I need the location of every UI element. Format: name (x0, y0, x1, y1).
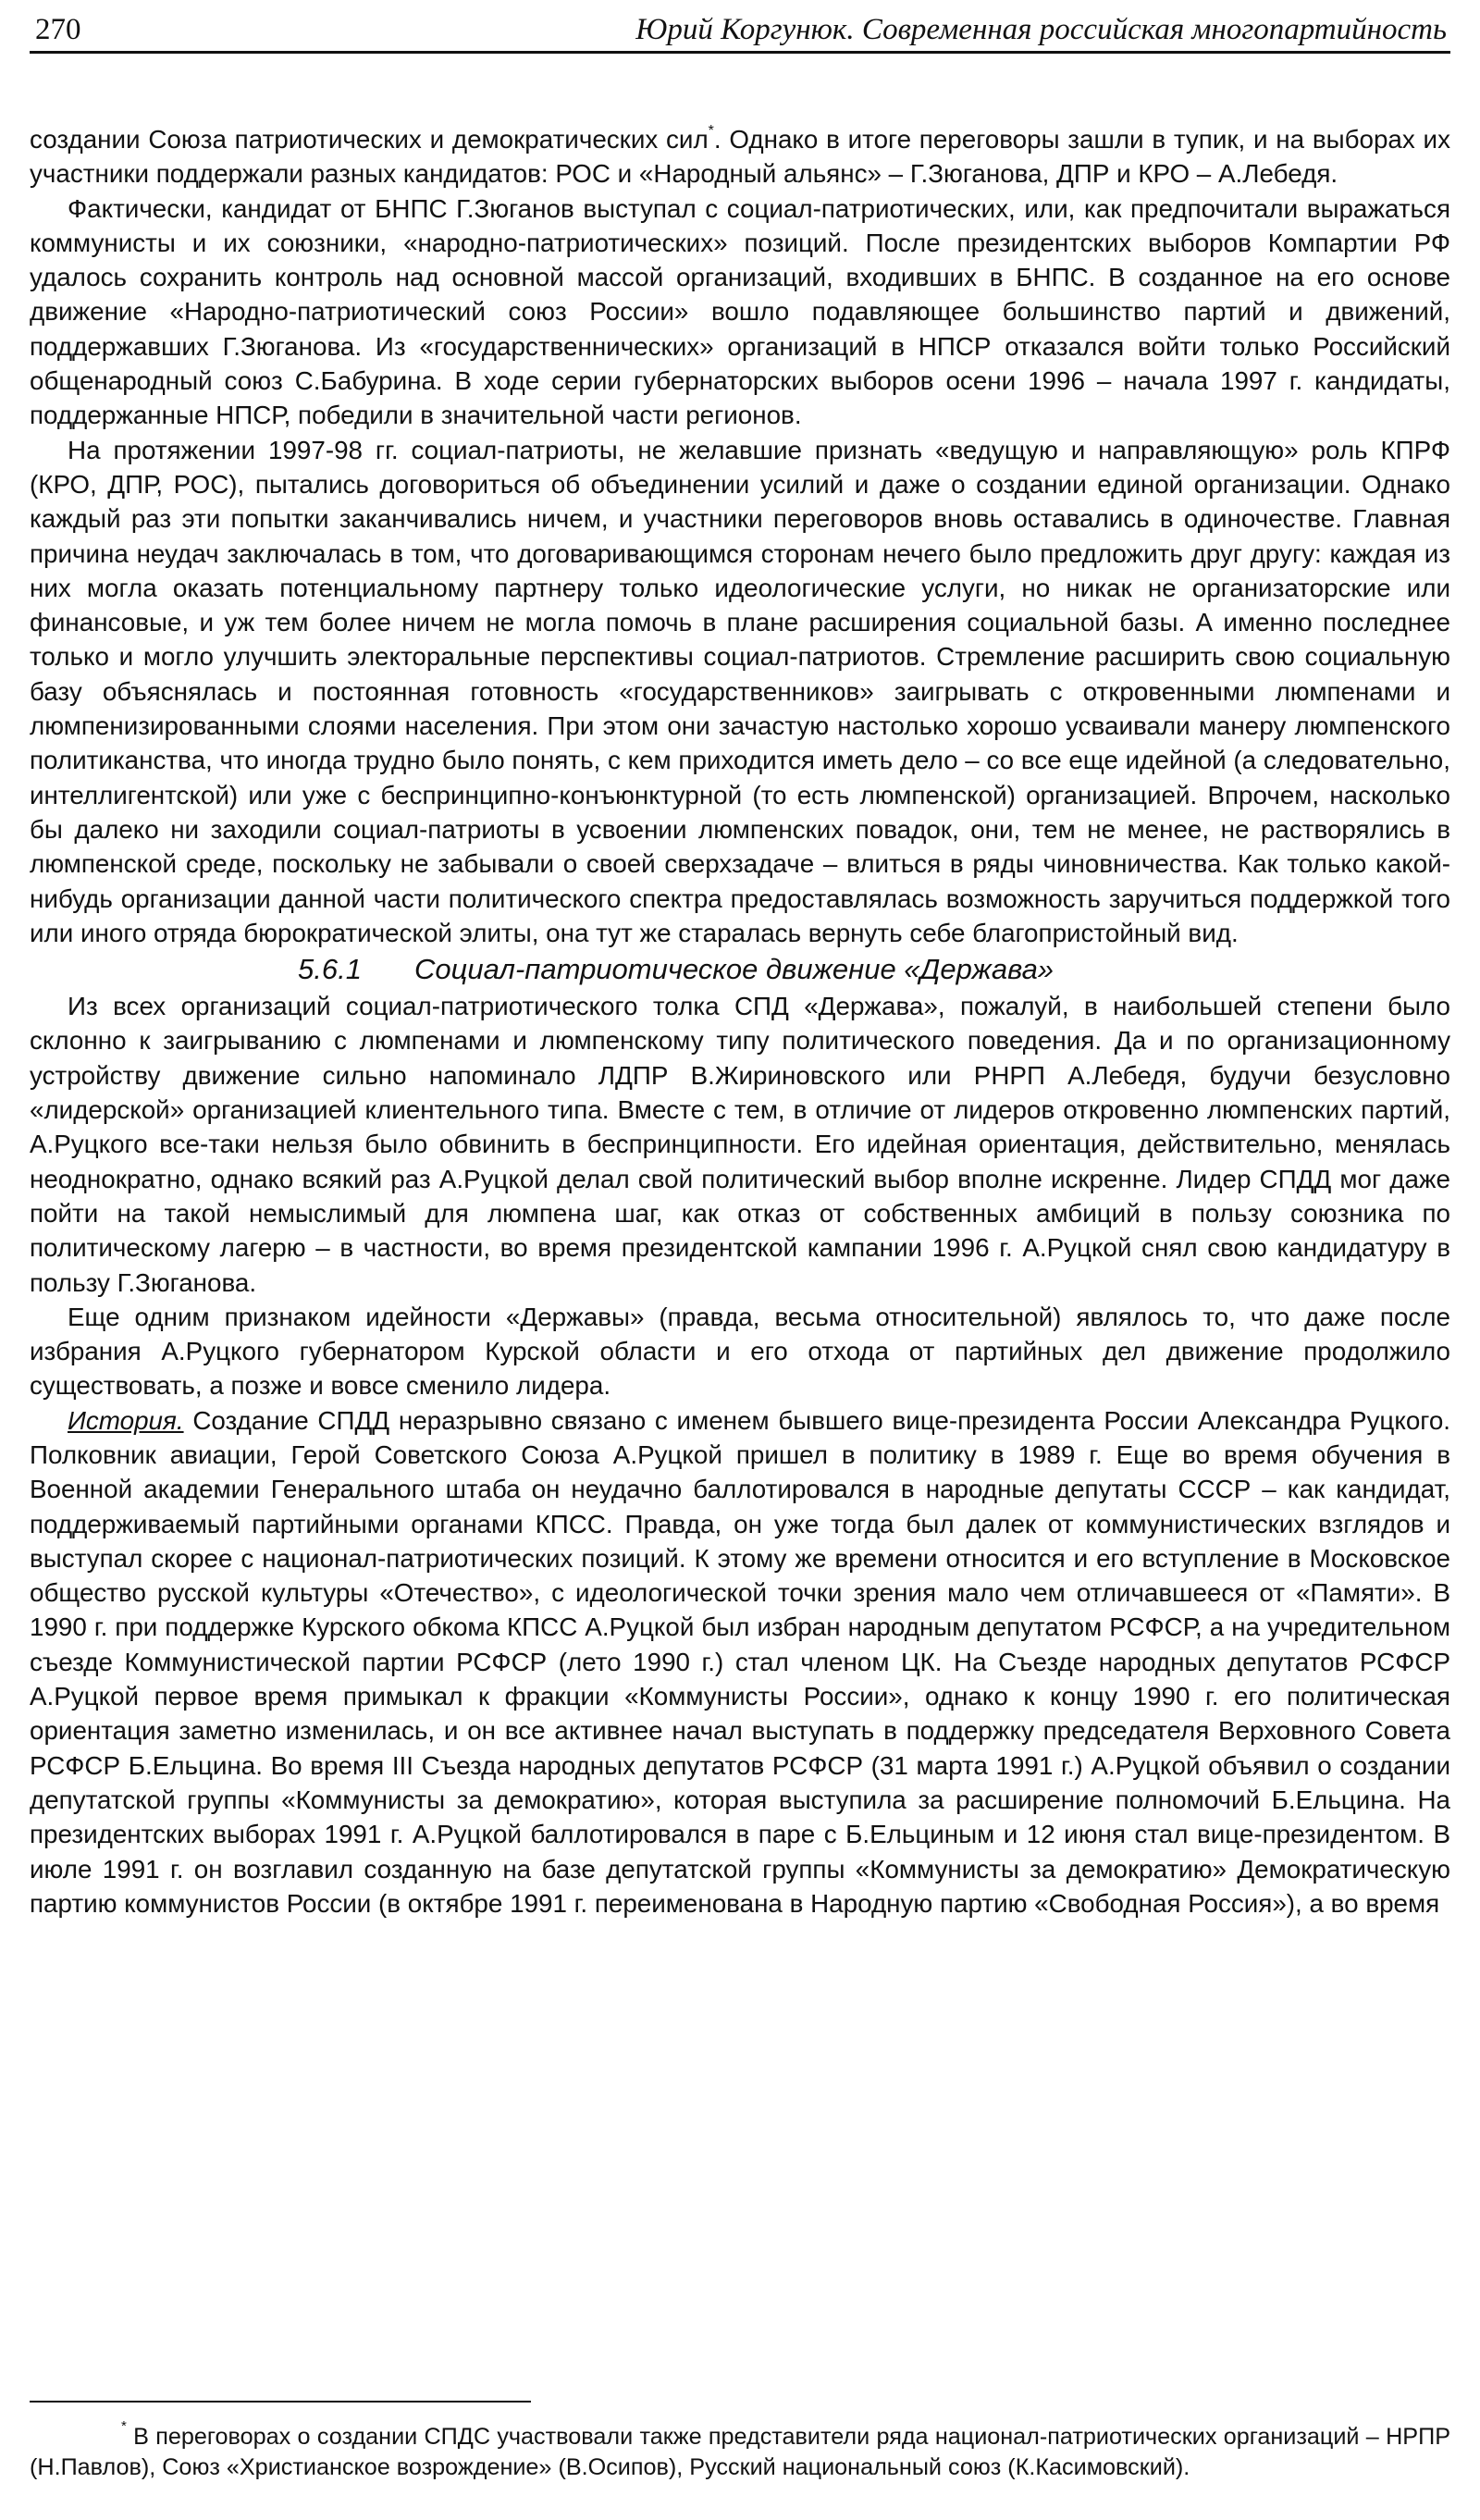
history-lead: История. (68, 1405, 184, 1435)
footnote-reference[interactable]: * (708, 122, 714, 139)
body-text (30, 122, 1450, 1921)
paragraph-text: создании Союза патриотических и демократических сил (30, 125, 709, 154)
running-title: Юрий Коргунюк. Современная российская многопартийность (635, 13, 1447, 46)
footnote-divider (30, 2401, 531, 2403)
paragraph: На протяжении 1997-98 гг. социал-патриоты, не желавшие признать «ведущую и направляющую» роль КПРФ (КРО, ДПР, РОС), пытались договориться об объединении усилий и даже о создании единой организации. Однако каждый раз эти попытки заканчивались ничем, и участники переговоров вновь оставались в одиночестве. Главная причина неудач заключалась в том, что договаривающимся сторонам нечего было предложить друг другу: каждая из них могла оказать потенциальному партнеру только идеологические услуги, но никак не организаторские или финансовые, и уж тем более ничем не могла помочь в плане расширения социальной базы. А именно последнее только и могло улучшить электоральные перспективы социал-патриотов. Стремление расширить свою социальную базу объяснялась и постоянная готовность «государственников» заигрывать с откровенными люмпенами и люмпенизированными слоями населения. При этом они зачастую настолько хорошо усваивали манеру люмпенского политиканства, что иногда трудно было понять, с кем приходится иметь дело – со все еще идейной (а следовательно, интеллигентской) или уже с беспринципно-конъюнктурной (то есть люмпенской) организацией. Впрочем, насколько бы далеко ни заходили социал-патриоты в усвоении люмпенских повадок, они, тем не менее, не растворялись в люмпенской среде, поскольку не забывали о своей сверхзадаче – влиться в ряды чиновничества. Как только какой-нибудь организации данной части политического спектра предоставлялась возможность заручиться поддержкой того или иного отряда бюрократической элиты, она тут же старалась вернуть себе благопристойный вид. (30, 435, 1450, 947)
paragraph-continued (30, 122, 1450, 191)
page-number: 270 (35, 13, 81, 46)
paragraph: Из всех организаций социал-патриотического толка СПД «Держава», пожалуй, в наибольшей степени было склонно к заигрыванию с люмпенами и люмпенскому типу политического поведения. Да и по организационному устройству движение сильно напоминало ЛДПР В.Жириновского или РНРП А.Лебедя, будучи безусловно «лидерской» организацией клиентельного типа. Вместе с тем, в отличие от лидеров откровенно люмпенских партий, А.Руцкого все-таки нельзя было обвинить в беспринципности. Его идейная ориентация, действительно, менялась неоднократно, однако всякий раз А.Руцкой делал свой политический выбор вполне искренне. Лидер СПДД мог даже пойти на такой немыслимый для люмпена шаг, как отказ от собственных амбиций в пользу союзника по политическому лагерю – в частности, во время президентской кампании 1996 г. А.Руцкой снял свою кандидатуру в пользу Г.Зюганова. (30, 992, 1450, 1297)
footnote-text: В переговорах о создании СПДС участвовали также представители ряда национал-патриотических организаций – НРПР (Н.Павлов), Союз «Христианское возрождение» (В.Осипов), Русский национальный союз (К.Касимовский). (30, 2424, 1450, 2480)
page-header (30, 6, 1450, 54)
paragraph: Еще одним признаком идейности «Державы» (правда, весьма относительной) являлось то, что даже после избрания А.Руцкого губернатором Курской области и его отхода от партийных дел движение продолжило существовать, а позже и вовсе сменило лидера. (30, 1302, 1450, 1401)
footnote-marker: * (121, 2417, 127, 2434)
paragraph-history (30, 1403, 1450, 1921)
section-heading (30, 950, 1450, 989)
paragraph-text: . Однако в итоге переговоры зашли в тупик, и на выборах их участники поддержали разных кандидатов: РОС и «Народный альянс» – Г.Зюганова, ДПР и КРО – А.Лебедя. (30, 125, 1450, 189)
paragraph: Фактически, кандидат от БНПС Г.Зюганов выступал с социал-патриотических, или, как предпочитали выражаться коммунисты и их союзники, «народно-патриотических» позиций. После президентских выборов Компартии РФ удалось сохранить контроль над основной массой организаций, входивших в БНПС. В созданное на его основе движение «Народно-патриотический союз России» вошло подавляющее большинство партий и движений, поддержавших Г.Зюганова. Из «государственнических» организаций в НПСР отказался войти только Российский общенародный союз С.Бабурина. В ходе серии губернаторских выборов осени 1996 – начала 1997 г. кандидаты, поддержанные НПСР, победили в значительной части регионов. (30, 193, 1450, 430)
footnote (30, 2417, 1450, 2483)
section-number: 5.6.1 (298, 953, 362, 986)
paragraph-text: Создание СПДД неразрывно связано с именем бывшего вице-президента России Александра Руцкого. Полковник авиации, Герой Советского Союза А.Руцкой пришел в политику в 1989 г. Еще во время обучения в Военной академии Генерального штаба он неудачно баллотировался в народные депутаты СССР – как кандидат, поддерживаемый партийными органами КПСС. Правда, он уже тогда был далек от коммунистических взглядов и выступал скорее с национал-патриотических позиций. К этому же времени относится и его вступление в Московское общество русской культуры «Отечество», с идеологической точки зрения мало чем отличавшееся от «Памяти». В 1990 г. при поддержке Курского обкома КПСС А.Руцкой был избран народным депутатом РСФСР, а на учредительном съезде Коммунистической партии РСФСР (лето 1990 г.) стал членом ЦК. На Съезде народных депутатов РСФСР А.Руцкой первое время примыкал к фракции «Коммунисты России», однако к концу 1990 г. его политическая ориентация заметно изменилась, и он все активнее начал выступать в поддержку председателя Верховного Совета РСФСР Б.Ельцина. Во время III Съезда народных депутатов РСФСР (31 марта 1991 г.) А.Руцкой объявил о создании депутатской группы «Коммунисты за демократию», которая выступила за расширение полномочий Б.Ельцина. На президентских выборах 1991 г. А.Руцкой баллотировался в паре с Б.Ельциным и 12 июня стал вице-президентом. В июле 1991 г. он возглавил созданную на базе депутатской группы «Коммунисты за демократию» Демократическую партию коммунистов России (в октябре 1991 г. переименована в Народную партию «Свободная Россия»), а во время (30, 1405, 1450, 1918)
section-title: Социал-патриотическое движение «Держава» (414, 953, 1054, 986)
